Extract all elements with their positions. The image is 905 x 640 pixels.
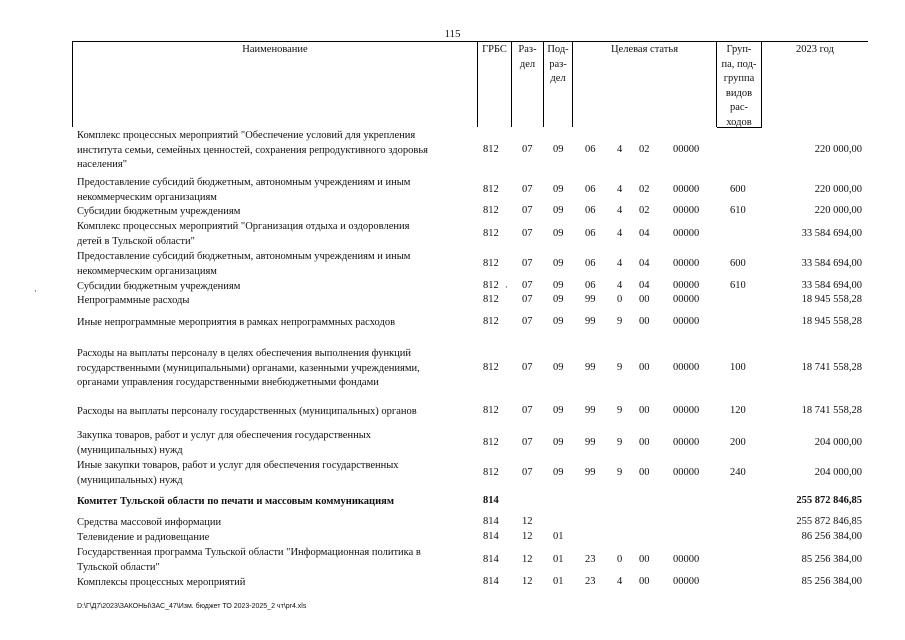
cell-rz: 07 [522, 184, 533, 195]
header-name-label: Наименование [242, 44, 308, 55]
cell-c1: 06 [585, 205, 596, 216]
cell-rz: 07 [522, 405, 533, 416]
row-name [77, 205, 467, 220]
cell-pr: 09 [553, 228, 564, 239]
row-name-line: Телевидение и радиовещание [77, 532, 210, 543]
cell-sum: 220 000,00 [814, 184, 862, 195]
page-number: 115 [444, 28, 461, 40]
cell-sum: 85 256 384,00 [801, 554, 862, 565]
cell-pr: 09 [553, 280, 564, 291]
cell-c3: 00 [639, 437, 650, 448]
cell-rz: 07 [522, 258, 533, 269]
cell-pr: 01 [553, 554, 564, 565]
cell-rz: 07 [522, 362, 533, 373]
cell-c2: 4 [617, 144, 623, 155]
cell-pr: 09 [553, 205, 564, 216]
cell-vr: 600 [730, 184, 746, 195]
cell-vr: 200 [730, 437, 746, 448]
header-podrazdel-line: Под- [547, 44, 569, 55]
cell-c4: 00000 [673, 144, 700, 155]
cell-c2: 9 [617, 316, 623, 327]
cell-sum: 33 584 694,00 [801, 228, 862, 239]
cell-rz: 07 [522, 437, 533, 448]
cell-pr: 01 [553, 531, 564, 542]
cell-c3: 04 [639, 258, 650, 269]
cell-c3: 00 [639, 362, 650, 373]
cell-c2: 9 [617, 405, 623, 416]
cell-vr: 240 [730, 467, 746, 478]
row-name-line: Непрограммные расходы [77, 295, 190, 306]
scan-speck: · [34, 286, 37, 296]
cell-c1: 99 [585, 437, 596, 448]
row-name [77, 531, 467, 546]
cell-pr: 09 [553, 294, 564, 305]
cell-c3: 00 [639, 467, 650, 478]
cell-pr: 09 [553, 144, 564, 155]
row-name [77, 280, 467, 295]
header-gruppa-line: па, под- [721, 58, 757, 70]
cell-c3: 02 [639, 184, 650, 195]
table-row [0, 129, 905, 173]
row-name [77, 576, 467, 591]
row-name [77, 516, 467, 531]
table-row [0, 429, 905, 458]
cell-vr: 120 [730, 405, 746, 416]
cell-c3: 00 [639, 554, 650, 565]
cell-c4: 00000 [673, 554, 700, 565]
header-razdel-line: дел [519, 58, 536, 70]
header-podrazdel [544, 41, 573, 127]
cell-pr: 09 [553, 316, 564, 327]
cell-c2: 9 [617, 362, 623, 373]
row-name-line: органами управления государственными внебюджетными фондами [77, 377, 379, 389]
cell-pr: 09 [553, 362, 564, 373]
cell-grbs: 812 [483, 316, 499, 327]
cell-grbs: 814 [483, 516, 499, 527]
cell-c1: 06 [585, 228, 596, 239]
cell-rz: 12 [522, 516, 533, 527]
cell-c3: 04 [639, 280, 650, 291]
header-grbs [478, 41, 512, 127]
header-celevaya-label: Целевая статья [610, 44, 679, 55]
table-row [0, 250, 905, 279]
scan-speck: · [505, 282, 508, 292]
cell-c2: 0 [617, 554, 623, 565]
row-name-line: детей в Тульской области" [77, 235, 195, 247]
cell-c2: 4 [617, 205, 623, 216]
row-name [77, 459, 467, 488]
table-row [0, 516, 905, 530]
cell-sum: 18 741 558,28 [801, 362, 862, 373]
table-row [0, 459, 905, 488]
cell-c2: 4 [617, 258, 623, 269]
cell-c2: 4 [617, 280, 623, 291]
cell-vr: 610 [730, 205, 746, 216]
row-name [77, 220, 467, 249]
cell-c1: 99 [585, 405, 596, 416]
header-gruppa-line: группа [723, 73, 755, 85]
header-grbs-label: ГРБС [482, 44, 507, 55]
cell-sum: 86 256 384,00 [801, 531, 862, 542]
cell-grbs: 814 [483, 495, 499, 506]
cell-c2: 9 [617, 467, 623, 478]
header-year [762, 41, 868, 127]
row-name-line: Комитет Тульской области по печати и массовым коммуникациям [77, 496, 394, 507]
cell-c1: 99 [585, 316, 596, 327]
cell-c4: 00000 [673, 280, 700, 291]
cell-c4: 00000 [673, 362, 700, 373]
cell-c4: 00000 [673, 437, 700, 448]
row-name-line: Субсидии бюджетным учреждениям [77, 206, 241, 217]
cell-c3: 00 [639, 316, 650, 327]
cell-c4: 00000 [673, 294, 700, 305]
cell-sum: 18 741 558,28 [801, 405, 862, 416]
row-name-line: (муниципальных) нужд [77, 474, 183, 486]
table-row [0, 294, 905, 308]
cell-c1: 99 [585, 467, 596, 478]
row-name [77, 495, 467, 510]
cell-grbs: 812 [483, 405, 499, 416]
header-razdel-line: Раз- [518, 44, 537, 55]
cell-c1: 23 [585, 554, 596, 565]
row-name-line: Средства массовой информации [77, 517, 222, 528]
header-name [72, 41, 478, 127]
cell-rz: 07 [522, 228, 533, 239]
cell-sum: 255 872 846,85 [796, 516, 862, 527]
cell-c4: 00000 [673, 228, 700, 239]
row-name-line: Расходы на выплаты персоналу государственных (муниципальных) органов [77, 406, 417, 417]
cell-c1: 23 [585, 576, 596, 587]
header-celevaya [573, 41, 717, 127]
row-name [77, 250, 467, 279]
cell-c1: 99 [585, 362, 596, 373]
cell-c4: 00000 [673, 205, 700, 216]
cell-c3: 02 [639, 205, 650, 216]
cell-grbs: 814 [483, 576, 499, 587]
table-row [0, 495, 905, 509]
header-gruppa [717, 41, 762, 127]
row-name-line: государственными (муниципальными) органами, казенными учреждениями, [77, 362, 420, 374]
cell-grbs: 812 [483, 294, 499, 305]
cell-pr: 01 [553, 576, 564, 587]
cell-sum: 220 000,00 [814, 205, 862, 216]
table-row [0, 546, 905, 575]
row-name [77, 429, 467, 458]
cell-c2: 9 [617, 437, 623, 448]
cell-c4: 00000 [673, 576, 700, 587]
cell-rz: 07 [522, 294, 533, 305]
cell-c2: 4 [617, 576, 623, 587]
cell-grbs: 812 [483, 144, 499, 155]
cell-c3: 00 [639, 576, 650, 587]
row-name-line: Комплекс процессных мероприятий "Обеспечение условий для укрепления [77, 130, 416, 141]
table-row [0, 531, 905, 545]
row-name-line: Тульской области" [77, 561, 160, 573]
cell-c3: 00 [639, 405, 650, 416]
cell-c4: 00000 [673, 316, 700, 327]
cell-rz: 07 [522, 316, 533, 327]
cell-c4: 00000 [673, 467, 700, 478]
cell-c1: 06 [585, 184, 596, 195]
row-name [77, 405, 467, 420]
cell-pr: 09 [553, 467, 564, 478]
cell-vr: 610 [730, 280, 746, 291]
table-row [0, 176, 905, 205]
cell-c4: 00000 [673, 258, 700, 269]
row-name [77, 176, 467, 205]
row-name-line: Предоставление субсидий бюджетным, автономным учреждениям и иным [77, 251, 411, 262]
cell-vr: 100 [730, 362, 746, 373]
row-name-line: (муниципальных) нужд [77, 444, 183, 456]
row-name [77, 294, 467, 309]
cell-c2: 0 [617, 294, 623, 305]
cell-sum: 33 584 694,00 [801, 258, 862, 269]
table-row [0, 347, 905, 391]
cell-sum: 204 000,00 [814, 467, 862, 478]
header-gruppa-line: видов [725, 87, 753, 99]
cell-rz: 07 [522, 205, 533, 216]
row-name [77, 347, 467, 391]
row-name-line: Расходы на выплаты персоналу в целях обеспечения выполнения функций [77, 348, 412, 359]
header-year-label: 2023 год [796, 44, 834, 55]
header-gruppa-line: рас- [729, 102, 749, 114]
cell-grbs: 812 [483, 437, 499, 448]
header-razdel [512, 41, 544, 127]
cell-grbs: 814 [483, 554, 499, 565]
cell-c3: 02 [639, 144, 650, 155]
cell-vr: 600 [730, 258, 746, 269]
cell-c2: 4 [617, 184, 623, 195]
cell-sum: 204 000,00 [814, 437, 862, 448]
row-name [77, 546, 467, 575]
cell-rz: 07 [522, 280, 533, 291]
cell-c1: 06 [585, 144, 596, 155]
header-podrazdel-line: раз- [549, 58, 567, 70]
cell-grbs: 812 [483, 184, 499, 195]
row-name [77, 129, 467, 173]
cell-rz: 12 [522, 554, 533, 565]
file-path-footer: D:\Г\Д7\2023\ЗАКОНЫ\ЗАС_47\Изм. бюджет ТО 2023-2025_2 чт\pr4.xls [77, 603, 307, 610]
cell-grbs: 812 [483, 467, 499, 478]
cell-sum: 33 584 694,00 [801, 280, 862, 291]
cell-grbs: 812 [483, 258, 499, 269]
row-name-line: некоммерческим организациям [77, 265, 217, 277]
row-name-line: института семьи, семейных ценностей, сохранения репродуктивного здоровья [77, 144, 428, 156]
header-gruppa-line: Груп- [726, 44, 752, 55]
row-name-line: населения" [77, 159, 127, 171]
table-row [0, 220, 905, 249]
cell-sum: 85 256 384,00 [801, 576, 862, 587]
header-gruppa-underline [717, 127, 762, 128]
cell-pr: 09 [553, 437, 564, 448]
row-name-line: Субсидии бюджетным учреждениям [77, 281, 241, 292]
cell-rz: 07 [522, 467, 533, 478]
cell-grbs: 814 [483, 531, 499, 542]
table-row [0, 576, 905, 590]
cell-grbs: 812 [483, 228, 499, 239]
cell-sum: 18 945 558,28 [801, 294, 862, 305]
cell-sum: 255 872 846,85 [796, 495, 862, 506]
cell-c1: 99 [585, 294, 596, 305]
cell-rz: 07 [522, 144, 533, 155]
table-row [0, 316, 905, 330]
header-podrazdel-line: дел [550, 73, 566, 85]
row-name-line: Иные непрограммные мероприятия в рамках непрограммных расходов [77, 317, 396, 328]
row-name-line: некоммерческим организациям [77, 191, 217, 203]
cell-pr: 09 [553, 258, 564, 269]
row-name-line: Закупка товаров, работ и услуг для обеспечения государственных [77, 430, 372, 441]
cell-sum: 220 000,00 [814, 144, 862, 155]
row-name-line: Комплекс процессных мероприятий "Организация отдыха и оздоровления [77, 221, 410, 232]
cell-c4: 00000 [673, 184, 700, 195]
row-name-line: Государственная программа Тульской области "Информационная политика в [77, 547, 421, 558]
table-row [0, 405, 905, 419]
cell-c2: 4 [617, 228, 623, 239]
header-gruppa-line: ходов [726, 116, 752, 128]
table-row [0, 205, 905, 219]
cell-grbs: 812 [483, 280, 499, 291]
row-name [77, 316, 467, 331]
cell-rz: 12 [522, 576, 533, 587]
cell-c4: 00000 [673, 405, 700, 416]
cell-c1: 06 [585, 280, 596, 291]
row-name-line: Иные закупки товаров, работ и услуг для обеспечения государственных [77, 460, 399, 471]
cell-pr: 09 [553, 184, 564, 195]
cell-c3: 04 [639, 228, 650, 239]
cell-grbs: 812 [483, 362, 499, 373]
row-name-line: Комплексы процессных мероприятий [77, 577, 246, 588]
table-row [0, 280, 905, 294]
cell-rz: 12 [522, 531, 533, 542]
row-name-line: Предоставление субсидий бюджетным, автономным учреждениям и иным [77, 177, 411, 188]
cell-sum: 18 945 558,28 [801, 316, 862, 327]
cell-c1: 06 [585, 258, 596, 269]
cell-c3: 00 [639, 294, 650, 305]
cell-pr: 09 [553, 405, 564, 416]
cell-grbs: 812 [483, 205, 499, 216]
